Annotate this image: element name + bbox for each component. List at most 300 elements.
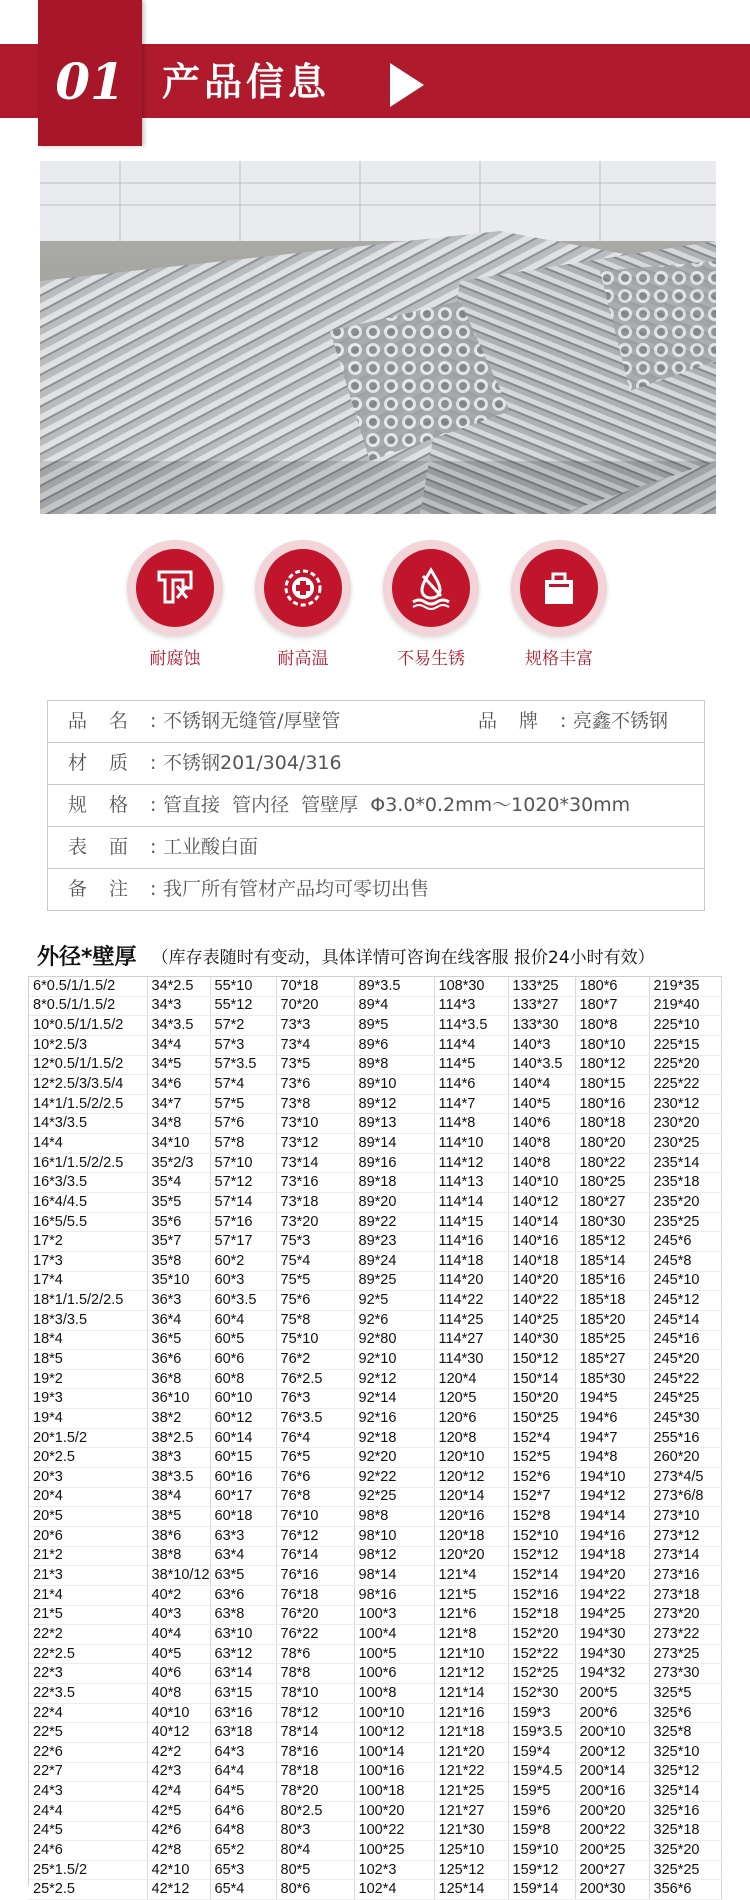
table-cell: 57*4 — [210, 1075, 276, 1095]
table-cell: 100*8 — [354, 1684, 434, 1704]
table-cell: 92*14 — [354, 1389, 434, 1409]
info-value: 亮鑫不锈钢 — [573, 710, 669, 732]
table-row — [29, 996, 721, 1016]
table-cell: 185*25 — [575, 1330, 649, 1350]
table-cell: 194*5 — [575, 1389, 649, 1409]
table-cell: 121*18 — [434, 1723, 508, 1743]
table-cell: 219*35 — [649, 977, 721, 996]
table-cell: 100*18 — [354, 1782, 434, 1802]
table-cell: 185*20 — [575, 1310, 649, 1330]
table-cell: 255*16 — [649, 1428, 721, 1448]
stainless-steel-pipes-photo — [40, 161, 716, 514]
table-cell: 78*6 — [276, 1644, 354, 1664]
table-cell: 120*4 — [434, 1369, 508, 1389]
table-cell: 25*2.5 — [29, 1880, 147, 1900]
table-cell: 114*22 — [434, 1291, 508, 1311]
table-row — [29, 1684, 721, 1704]
table-cell: 89*6 — [354, 1035, 434, 1055]
table-cell: 38*8 — [147, 1546, 210, 1566]
table-cell: 80*6 — [276, 1880, 354, 1900]
table-cell: 180*22 — [575, 1153, 649, 1173]
table-cell: 121*10 — [434, 1644, 508, 1664]
table-cell: 235*18 — [649, 1173, 721, 1193]
table-cell: 34*10 — [147, 1134, 210, 1154]
table-cell: 24*3 — [29, 1782, 147, 1802]
feature-item — [504, 540, 614, 670]
table-row — [29, 1212, 721, 1232]
table-row — [29, 1369, 721, 1389]
table-cell: 40*4 — [147, 1625, 210, 1645]
table-cell: 235*20 — [649, 1193, 721, 1213]
table-cell: 152*22 — [508, 1644, 575, 1664]
table-cell: 273*30 — [649, 1664, 721, 1684]
table-cell: 100*10 — [354, 1703, 434, 1723]
heat-resistant-icon — [281, 566, 325, 610]
table-cell: 64*6 — [210, 1801, 276, 1821]
table-cell: 38*10/12 — [147, 1566, 210, 1586]
table-cell: 102*3 — [354, 1860, 434, 1880]
table-cell: 159*14 — [508, 1880, 575, 1900]
table-cell: 152*14 — [508, 1566, 575, 1586]
table-cell: 325*10 — [649, 1742, 721, 1762]
table-row — [29, 1605, 721, 1625]
table-cell: 159*12 — [508, 1860, 575, 1880]
table-cell: 235*14 — [649, 1153, 721, 1173]
table-cell: 60*16 — [210, 1468, 276, 1488]
table-cell: 98*8 — [354, 1507, 434, 1527]
table-cell: 76*18 — [276, 1585, 354, 1605]
table-cell: 73*3 — [276, 1016, 354, 1036]
table-cell: 24*6 — [29, 1841, 147, 1861]
table-cell: 200*6 — [575, 1703, 649, 1723]
table-cell: 20*3 — [29, 1468, 147, 1488]
table-cell: 38*3 — [147, 1448, 210, 1468]
table-cell: 63*10 — [210, 1625, 276, 1645]
table-cell: 230*25 — [649, 1134, 721, 1154]
table-cell: 140*3.5 — [508, 1055, 575, 1075]
table-cell: 200*30 — [575, 1880, 649, 1900]
size-table — [28, 976, 722, 1898]
table-cell: 89*14 — [354, 1134, 434, 1154]
table-cell: 273*12 — [649, 1526, 721, 1546]
table-cell: 63*6 — [210, 1585, 276, 1605]
table-cell: 200*16 — [575, 1782, 649, 1802]
table-cell: 42*4 — [147, 1782, 210, 1802]
table-cell: 73*12 — [276, 1134, 354, 1154]
table-cell: 63*16 — [210, 1703, 276, 1723]
table-cell: 194*30 — [575, 1625, 649, 1645]
table-cell: 245*20 — [649, 1350, 721, 1370]
table-cell: 125*12 — [434, 1860, 508, 1880]
table-cell: 245*6 — [649, 1232, 721, 1252]
section-number-box — [38, 0, 142, 146]
table-cell: 325*20 — [649, 1841, 721, 1861]
table-cell: 76*12 — [276, 1526, 354, 1546]
table-cell: 120*14 — [434, 1487, 508, 1507]
info-row-note — [48, 869, 704, 910]
table-cell: 121*27 — [434, 1801, 508, 1821]
table-cell: 92*16 — [354, 1409, 434, 1429]
table-cell: 14*3/3.5 — [29, 1114, 147, 1134]
table-cell: 73*14 — [276, 1153, 354, 1173]
info-value: 不锈钢无缝管/厚壁管 — [163, 710, 341, 732]
table-cell: 40*5 — [147, 1644, 210, 1664]
table-cell: 114*3.5 — [434, 1016, 508, 1036]
table-cell: 185*14 — [575, 1251, 649, 1271]
table-row — [29, 1291, 721, 1311]
table-cell: 121*5 — [434, 1585, 508, 1605]
table-row — [29, 1035, 721, 1055]
table-row — [29, 1409, 721, 1429]
table-cell: 35*2/3 — [147, 1153, 210, 1173]
table-cell: 76*2.5 — [276, 1369, 354, 1389]
table-cell: 121*8 — [434, 1625, 508, 1645]
table-cell: 325*12 — [649, 1762, 721, 1782]
table-cell: 17*3 — [29, 1251, 147, 1271]
table-cell: 55*10 — [210, 977, 276, 996]
table-cell: 325*16 — [649, 1801, 721, 1821]
table-cell: 152*8 — [508, 1507, 575, 1527]
table-cell: 20*1.5/2 — [29, 1428, 147, 1448]
table-cell: 76*14 — [276, 1546, 354, 1566]
table-cell: 159*4.5 — [508, 1762, 575, 1782]
info-key: 规格: — [68, 794, 179, 816]
feature-list — [120, 540, 640, 680]
table-cell: 60*17 — [210, 1487, 276, 1507]
table-cell: 98*16 — [354, 1585, 434, 1605]
size-table-body — [29, 977, 721, 1900]
table-cell: 76*3.5 — [276, 1409, 354, 1429]
table-cell: 75*3 — [276, 1232, 354, 1252]
feature-item — [120, 540, 230, 670]
info-key: 表面: — [68, 836, 179, 858]
play-arrow-icon — [390, 63, 424, 107]
table-cell: 34*6 — [147, 1075, 210, 1095]
table-cell: 75*5 — [276, 1271, 354, 1291]
table-cell: 225*22 — [649, 1075, 721, 1095]
table-cell: 121*20 — [434, 1742, 508, 1762]
table-cell: 194*22 — [575, 1585, 649, 1605]
table-cell: 159*4 — [508, 1742, 575, 1762]
table-cell: 194*8 — [575, 1448, 649, 1468]
table-row — [29, 1507, 721, 1527]
table-cell: 245*14 — [649, 1310, 721, 1330]
table-cell: 120*5 — [434, 1389, 508, 1409]
table-cell: 180*25 — [575, 1173, 649, 1193]
table-cell: 125*10 — [434, 1841, 508, 1861]
table-cell: 78*10 — [276, 1684, 354, 1704]
table-cell: 125*14 — [434, 1880, 508, 1900]
table-cell: 35*4 — [147, 1173, 210, 1193]
table-cell: 133*30 — [508, 1016, 575, 1036]
info-key: 材质: — [68, 752, 179, 774]
table-cell: 194*7 — [575, 1428, 649, 1448]
table-cell: 152*16 — [508, 1585, 575, 1605]
table-cell: 159*5 — [508, 1782, 575, 1802]
table-cell: 92*10 — [354, 1350, 434, 1370]
table-cell: 140*22 — [508, 1291, 575, 1311]
table-cell: 36*8 — [147, 1369, 210, 1389]
table-cell: 89*3.5 — [354, 977, 434, 996]
table-cell: 159*3.5 — [508, 1723, 575, 1743]
table-cell: 10*0.5/1/1.5/2 — [29, 1016, 147, 1036]
table-row — [29, 1134, 721, 1154]
table-cell: 73*16 — [276, 1173, 354, 1193]
table-cell: 194*6 — [575, 1409, 649, 1429]
table-cell: 65*3 — [210, 1860, 276, 1880]
table-cell: 60*18 — [210, 1507, 276, 1527]
table-cell: 140*3 — [508, 1035, 575, 1055]
table-cell: 76*2 — [276, 1350, 354, 1370]
section-number: 01 — [55, 52, 125, 111]
table-cell: 25*1.5/2 — [29, 1860, 147, 1880]
table-cell: 273*14 — [649, 1546, 721, 1566]
table-cell: 140*20 — [508, 1271, 575, 1291]
table-cell: 180*18 — [575, 1114, 649, 1134]
table-cell: 78*20 — [276, 1782, 354, 1802]
table-cell: 225*15 — [649, 1035, 721, 1055]
table-cell: 325*18 — [649, 1821, 721, 1841]
table-cell: 245*25 — [649, 1389, 721, 1409]
table-cell: 245*30 — [649, 1409, 721, 1429]
rust-proof-icon — [409, 566, 453, 610]
table-cell: 64*4 — [210, 1762, 276, 1782]
table-cell: 63*4 — [210, 1546, 276, 1566]
table-cell: 40*3 — [147, 1605, 210, 1625]
table-cell: 57*8 — [210, 1134, 276, 1154]
table-cell: 273*6/8 — [649, 1487, 721, 1507]
table-cell: 60*12 — [210, 1409, 276, 1429]
table-cell: 114*6 — [434, 1075, 508, 1095]
table-cell: 180*10 — [575, 1035, 649, 1055]
table-cell: 180*6 — [575, 977, 649, 996]
info-key: 品名: — [68, 710, 179, 732]
table-cell: 114*10 — [434, 1134, 508, 1154]
table-cell: 180*30 — [575, 1212, 649, 1232]
table-cell: 185*18 — [575, 1291, 649, 1311]
table-cell: 57*17 — [210, 1232, 276, 1252]
feature-item — [376, 540, 486, 670]
table-cell: 273*25 — [649, 1644, 721, 1664]
table-cell: 38*5 — [147, 1507, 210, 1527]
table-cell: 78*14 — [276, 1723, 354, 1743]
table-cell: 245*22 — [649, 1369, 721, 1389]
table-cell: 21*3 — [29, 1566, 147, 1586]
table-cell: 89*22 — [354, 1212, 434, 1232]
table-cell: 230*20 — [649, 1114, 721, 1134]
table-cell: 42*12 — [147, 1880, 210, 1900]
table-cell: 114*25 — [434, 1310, 508, 1330]
table-cell: 152*12 — [508, 1546, 575, 1566]
table-cell: 121*12 — [434, 1664, 508, 1684]
table-cell: 36*5 — [147, 1330, 210, 1350]
table-cell: 98*10 — [354, 1526, 434, 1546]
info-row-name — [48, 701, 704, 743]
table-row — [29, 1821, 721, 1841]
table-cell: 325*5 — [649, 1684, 721, 1704]
table-cell: 108*30 — [434, 977, 508, 996]
table-cell: 325*25 — [649, 1860, 721, 1880]
table-cell: 180*8 — [575, 1016, 649, 1036]
table-cell: 120*16 — [434, 1507, 508, 1527]
table-cell: 20*2.5 — [29, 1448, 147, 1468]
table-cell: 57*16 — [210, 1212, 276, 1232]
table-cell: 40*10 — [147, 1703, 210, 1723]
table-cell: 60*4 — [210, 1310, 276, 1330]
caption-title: 外径*壁厚 — [37, 945, 137, 970]
table-cell: 180*15 — [575, 1075, 649, 1095]
table-cell: 194*14 — [575, 1507, 649, 1527]
table-cell: 19*2 — [29, 1369, 147, 1389]
table-cell: 100*16 — [354, 1762, 434, 1782]
table-cell: 14*4 — [29, 1134, 147, 1154]
table-cell: 102*4 — [354, 1880, 434, 1900]
table-cell: 152*20 — [508, 1625, 575, 1645]
table-cell: 75*4 — [276, 1251, 354, 1271]
table-cell: 100*6 — [354, 1664, 434, 1684]
table-cell: 140*16 — [508, 1232, 575, 1252]
table-cell: 235*25 — [649, 1212, 721, 1232]
table-cell: 16*1/1.5/2/2.5 — [29, 1153, 147, 1173]
table-cell: 152*6 — [508, 1468, 575, 1488]
table-cell: 63*3 — [210, 1526, 276, 1546]
table-cell: 35*5 — [147, 1193, 210, 1213]
table-cell: 20*5 — [29, 1507, 147, 1527]
table-cell: 273*18 — [649, 1585, 721, 1605]
table-cell: 114*5 — [434, 1055, 508, 1075]
table-cell: 34*8 — [147, 1114, 210, 1134]
table-cell: 260*20 — [649, 1448, 721, 1468]
table-cell: 73*4 — [276, 1035, 354, 1055]
table-cell: 73*20 — [276, 1212, 354, 1232]
table-cell: 60*5 — [210, 1330, 276, 1350]
table-cell: 36*4 — [147, 1310, 210, 1330]
table-cell: 64*8 — [210, 1821, 276, 1841]
table-cell: 36*10 — [147, 1389, 210, 1409]
table-cell: 76*16 — [276, 1566, 354, 1586]
table-cell: 22*7 — [29, 1762, 147, 1782]
table-cell: 140*8 — [508, 1134, 575, 1154]
table-cell: 42*2 — [147, 1742, 210, 1762]
table-cell: 22*3.5 — [29, 1684, 147, 1704]
table-cell: 273*10 — [649, 1507, 721, 1527]
table-cell: 100*5 — [354, 1644, 434, 1664]
table-cell: 194*12 — [575, 1487, 649, 1507]
table-row — [29, 1644, 721, 1664]
table-cell: 78*12 — [276, 1703, 354, 1723]
table-cell: 89*13 — [354, 1114, 434, 1134]
table-cell: 100*4 — [354, 1625, 434, 1645]
table-cell: 225*20 — [649, 1055, 721, 1075]
table-cell: 121*22 — [434, 1762, 508, 1782]
table-cell: 100*14 — [354, 1742, 434, 1762]
table-cell: 34*7 — [147, 1094, 210, 1114]
table-cell: 121*30 — [434, 1821, 508, 1841]
table-cell: 140*10 — [508, 1173, 575, 1193]
table-cell: 100*12 — [354, 1723, 434, 1743]
bag-icon — [537, 566, 581, 610]
table-cell: 38*4 — [147, 1487, 210, 1507]
table-cell: 200*5 — [575, 1684, 649, 1704]
table-cell: 35*7 — [147, 1232, 210, 1252]
info-key: 备注: — [68, 878, 179, 900]
table-cell: 120*10 — [434, 1448, 508, 1468]
table-cell: 55*12 — [210, 996, 276, 1016]
table-cell: 114*30 — [434, 1350, 508, 1370]
table-cell: 16*3/3.5 — [29, 1173, 147, 1193]
table-row — [29, 1841, 721, 1861]
table-row — [29, 1428, 721, 1448]
table-cell: 89*23 — [354, 1232, 434, 1252]
table-row — [29, 1173, 721, 1193]
table-cell: 140*12 — [508, 1193, 575, 1213]
table-cell: 78*8 — [276, 1664, 354, 1684]
table-cell: 63*12 — [210, 1644, 276, 1664]
table-cell: 152*25 — [508, 1664, 575, 1684]
table-cell: 42*6 — [147, 1821, 210, 1841]
table-cell: 114*13 — [434, 1173, 508, 1193]
table-cell: 38*3.5 — [147, 1468, 210, 1488]
table-cell: 8*0.5/1/1.5/2 — [29, 996, 147, 1016]
table-cell: 34*3 — [147, 996, 210, 1016]
table-cell: 219*40 — [649, 996, 721, 1016]
table-row — [29, 1448, 721, 1468]
table-row — [29, 1114, 721, 1134]
table-cell: 100*3 — [354, 1605, 434, 1625]
size-table-caption — [37, 940, 655, 971]
table-cell: 121*6 — [434, 1605, 508, 1625]
table-cell: 40*2 — [147, 1585, 210, 1605]
table-cell: 18*1/1.5/2/2.5 — [29, 1291, 147, 1311]
table-cell: 152*4 — [508, 1428, 575, 1448]
table-cell: 152*10 — [508, 1526, 575, 1546]
feature-label: 耐高温 — [277, 649, 329, 669]
table-cell: 133*27 — [508, 996, 575, 1016]
table-cell: 185*27 — [575, 1350, 649, 1370]
table-row — [29, 1625, 721, 1645]
table-cell: 24*5 — [29, 1821, 147, 1841]
table-cell: 152*18 — [508, 1605, 575, 1625]
table-cell: 80*3 — [276, 1821, 354, 1841]
table-cell: 14*1/1.5/2/2.5 — [29, 1094, 147, 1114]
table-cell: 80*5 — [276, 1860, 354, 1880]
table-row — [29, 1487, 721, 1507]
table-cell: 76*8 — [276, 1487, 354, 1507]
table-cell: 21*4 — [29, 1585, 147, 1605]
table-cell: 200*12 — [575, 1742, 649, 1762]
table-row — [29, 1193, 721, 1213]
table-cell: 21*2 — [29, 1546, 147, 1566]
table-cell: 57*3.5 — [210, 1055, 276, 1075]
table-cell: 245*16 — [649, 1330, 721, 1350]
table-cell: 200*27 — [575, 1860, 649, 1880]
table-cell: 18*4 — [29, 1330, 147, 1350]
table-cell: 152*5 — [508, 1448, 575, 1468]
table-cell: 120*20 — [434, 1546, 508, 1566]
table-cell: 180*7 — [575, 996, 649, 1016]
info-value: 我厂所有管材产品均可零切出售 — [163, 878, 430, 900]
table-cell: 121*4 — [434, 1566, 508, 1586]
table-cell: 76*3 — [276, 1389, 354, 1409]
table-cell: 63*14 — [210, 1664, 276, 1684]
table-cell: 89*8 — [354, 1055, 434, 1075]
table-cell: 19*3 — [29, 1389, 147, 1409]
table-cell: 63*5 — [210, 1566, 276, 1586]
info-row-spec — [48, 785, 704, 827]
table-row — [29, 1016, 721, 1036]
table-row — [29, 1566, 721, 1586]
table-cell: 100*20 — [354, 1801, 434, 1821]
